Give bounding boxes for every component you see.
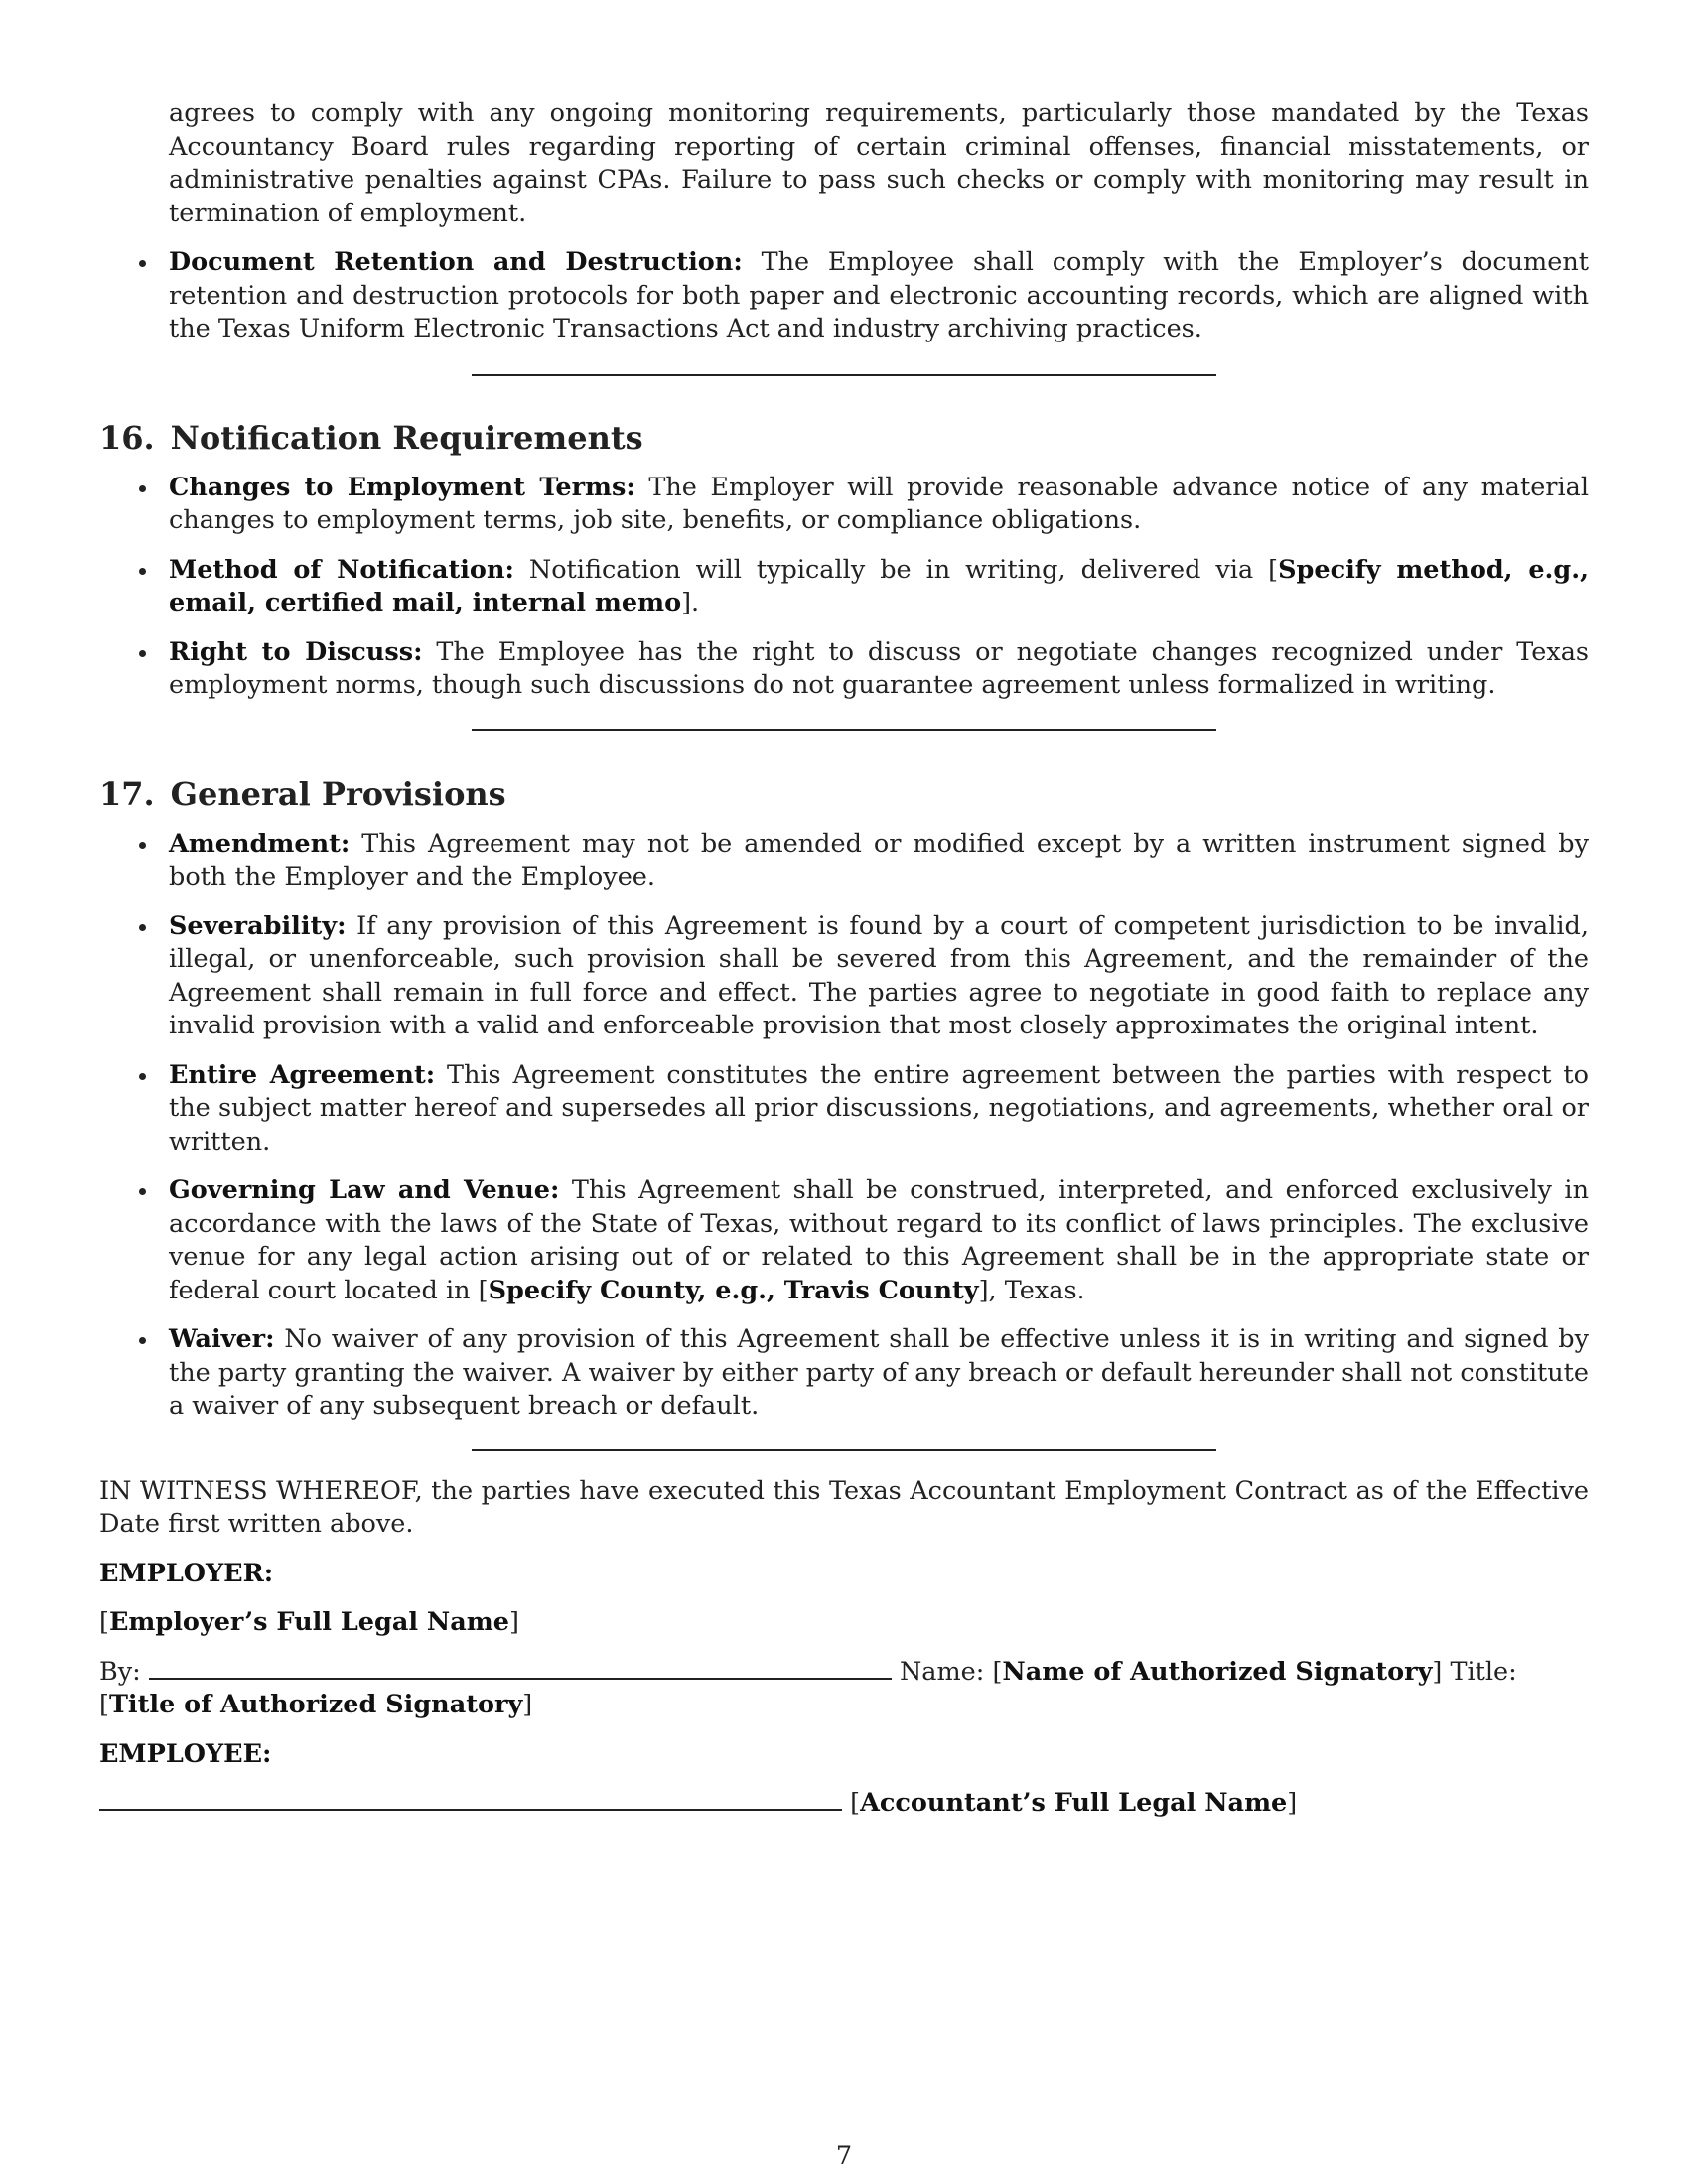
item-text: This Agreement may not be amended or modified except by a written instrument signed by both the Employer and the Employee. — [169, 828, 1589, 891]
bullet-icon — [139, 924, 146, 931]
document-page — [99, 99, 1589, 1821]
notification-list — [99, 472, 1589, 703]
employer-heading-text: EMPLOYER: — [99, 1558, 274, 1588]
employee-heading — [99, 1738, 1589, 1772]
placeholder-text: Specify method, e.g., email, certified mail, internal memo — [169, 554, 1590, 617]
section-heading — [99, 774, 1589, 814]
bracket-open: [ — [99, 1607, 109, 1637]
item-label: Right to Discuss: — [169, 636, 423, 667]
bracket-close: ] — [522, 1690, 533, 1719]
bullet-icon — [139, 1073, 146, 1080]
section-divider — [472, 374, 1216, 376]
employer-heading — [99, 1558, 1589, 1591]
employer-name-placeholder: Employer’s Full Legal Name — [108, 1607, 509, 1637]
title-label: ] Title: [ — [99, 1656, 1517, 1719]
list-item — [99, 828, 1589, 894]
retention-list — [99, 246, 1589, 346]
witness-statement: IN WITNESS WHEREOF, the parties have executed this Texas Accountant Employment Contract as of the Effective Date first written above. — [99, 1475, 1589, 1539]
bracket-close: ] — [508, 1607, 519, 1637]
employee-signature-block — [99, 1787, 1589, 1821]
employee-heading-text: EMPLOYEE: — [99, 1738, 272, 1769]
name-label: Name: [ — [891, 1656, 1003, 1687]
placeholder-text: Specify County, e.g., Travis County — [488, 1275, 979, 1305]
bullet-icon — [139, 650, 146, 657]
employer-name-line — [99, 1606, 1589, 1640]
bullet-icon — [139, 485, 146, 492]
list-item — [99, 246, 1589, 346]
by-label: By: — [99, 1656, 141, 1687]
item-label: Entire Agreement: — [169, 1059, 436, 1090]
list-item — [99, 554, 1589, 620]
list-item — [99, 910, 1589, 1043]
employer-signature-block — [99, 1656, 1589, 1722]
item-text: This Agreement shall be construed, interpreted, and enforced exclusively in accordance with the laws of the State of Texas, without regard to its conflict of laws principles. The exclusive venue for any legal action arising out of or related to this Agreement shall be in the appropriate state or federal court located in [ — [169, 1175, 1589, 1305]
item-text: This Agreement constitutes the entire agreement between the parties with respect to the subject matter hereof and supersedes all prior discussions, negotiations, and agreements, whether oral or written. — [169, 1059, 1589, 1157]
employee-name-placeholder: Accountant’s Full Legal Name — [860, 1788, 1288, 1818]
item-text-end: ], Texas. — [978, 1275, 1085, 1305]
section-title: General Provisions — [170, 774, 506, 813]
item-label: Waiver: — [169, 1324, 275, 1354]
section-number: 17. — [99, 774, 155, 813]
bullet-icon — [139, 260, 146, 267]
section-title: Notification Requirements — [170, 418, 643, 457]
employee-signature-line[interactable] — [99, 1787, 842, 1811]
list-item — [99, 1323, 1589, 1424]
provisions-list — [99, 828, 1589, 1424]
item-text: If any provision of this Agreement is found by a court of competent jurisdiction to be invalid, illegal, or unenforceable, such provision shall be severed from this Agreement, and the remainder of the Agreement shall remain in full force and effect. The parties agree to negotiate in good faith to replace any invalid provision with a valid and enforceable provision that most closely approximates the original intent. — [169, 910, 1589, 1040]
bracket-open: [ — [842, 1788, 861, 1818]
section-divider — [472, 1449, 1216, 1451]
list-item — [99, 636, 1589, 703]
item-label: Severability: — [169, 910, 347, 941]
list-item — [99, 1174, 1589, 1307]
bullet-icon — [139, 842, 146, 849]
item-label: Document Retention and Destruction: — [169, 247, 743, 277]
item-label: Changes to Employment Terms: — [169, 472, 635, 502]
signatory-name-placeholder: Name of Authorized Signatory — [1002, 1656, 1433, 1687]
list-item — [99, 1059, 1589, 1160]
item-label: Method of Notification: — [169, 554, 514, 585]
item-text: The Employee has the right to discuss or negotiate changes recognized under Texas employment norms, though such discussions do not guarantee agreement unless formalized in writing. — [169, 636, 1589, 700]
bullet-icon — [139, 1188, 146, 1195]
bullet-icon — [139, 568, 146, 575]
bullet-icon — [139, 1337, 146, 1344]
section-divider — [472, 729, 1216, 731]
item-text: The Employer will provide reasonable advance notice of any material changes to employment terms, job site, benefits, or compliance obligations. — [169, 472, 1589, 535]
section-heading — [99, 418, 1589, 458]
page-number: 7 — [835, 2141, 853, 2171]
section-number: 16. — [99, 418, 155, 457]
signatory-title-placeholder: Title of Authorized Signatory — [108, 1690, 523, 1719]
employer-signature-line[interactable] — [149, 1656, 892, 1680]
monitoring-continuation: agrees to comply with any ongoing monitoring requirements, particularly those mandated by the Texas Accountancy Board rules regarding reporting of certain criminal offenses, financial misstatements, or administrative penalties against CPAs. Failure to pass such checks or comply with monitoring may result in termination of employment. — [169, 98, 1589, 228]
list-item — [99, 472, 1589, 538]
item-text: The Employee shall comply with the Employer’s document retention and destruction protocols for both paper and electronic accounting records, which are aligned with the Texas Uniform Electronic Transactions Act and industry archiving practices. — [169, 247, 1589, 343]
bracket-close: ] — [1287, 1788, 1298, 1818]
item-text-end: ]. — [681, 588, 700, 617]
item-text: No waiver of any provision of this Agreement shall be effective unless it is in writing and signed by the party granting the waiver. A waiver by either party of any breach or default hereunder shall not constitute a waiver of any subsequent breach or default. — [169, 1324, 1589, 1421]
item-label: Amendment: — [169, 828, 351, 859]
item-label: Governing Law and Venue: — [169, 1175, 560, 1205]
item-text: Notification will typically be in writing, delivered via [ — [513, 554, 1279, 585]
